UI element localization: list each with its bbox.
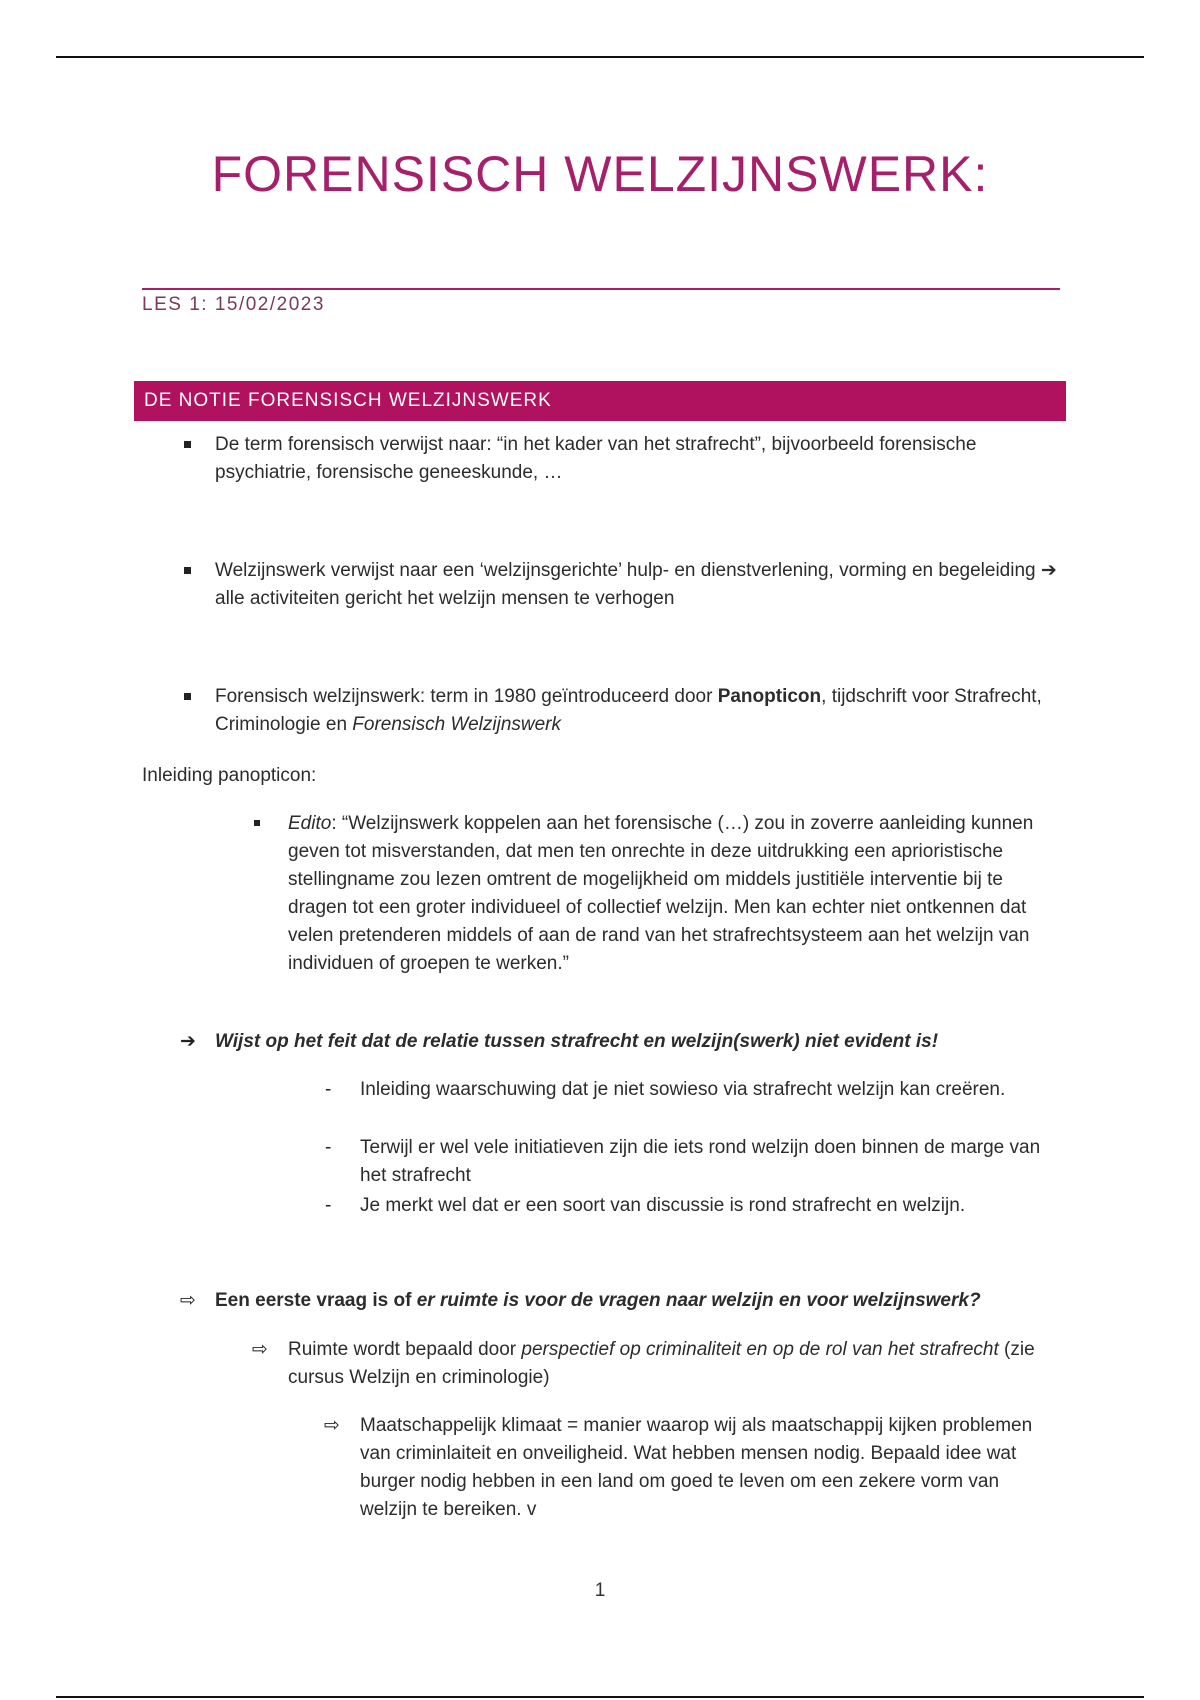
- bullet-text: De term forensisch verwijst naar: “in het kader van het strafrecht”, bijvoorbeeld forensische psychiatrie, forensische geneeskunde, …: [215, 434, 977, 483]
- bullet-text-mid: , tijdschrift voor Strafrecht, Criminologie en: [215, 686, 1042, 735]
- top-rule: [56, 56, 1144, 58]
- question-text: Een eerste vraag is of: [215, 1290, 417, 1311]
- lesson-date: LES 1: 15/02/2023: [142, 294, 325, 315]
- bullet-definition-forensisch-welzijnswerk: [215, 683, 1065, 739]
- dash-icon: -: [325, 1195, 332, 1216]
- square-bullet-icon: [184, 441, 191, 448]
- dash-item: Terwijl er wel vele initiatieven zijn die iets rond welzijn doen binnen de marge van het strafrecht: [360, 1137, 1041, 1186]
- square-bullet-icon: [184, 567, 191, 574]
- subpoint-ruimte: [288, 1336, 1068, 1392]
- section-heading: DE NOTIE FORENSISCH WELZIJNSWERK: [134, 381, 1066, 421]
- dash-item: Je merkt wel dat er een soort van discussie is rond strafrecht en welzijn.: [360, 1195, 966, 1216]
- bullet-definition-forensisch: [215, 431, 1065, 487]
- edito-text: : “Welzijnswerk koppelen aan het forensische (…) zou in zoverre aanleiding kunnen geven tot misverstanden, dat men ten onrechte in deze uitdrukking een aprioristische stellingname zou lezen omtrent de mogelijkheid om middels justitiële interventie bij te dragen tot een groter individueel of collectief welzijn. Men kan echter niet ontkennen dat velen pretenderen middels of aan de rand van het strafrechtsysteem aan het welzijn van individuen of groepen te werken.”: [288, 813, 1034, 974]
- bottom-rule: [56, 1696, 1144, 1698]
- subpoint-text: Ruimte wordt bepaald door: [288, 1339, 522, 1360]
- square-bullet-icon: [184, 693, 191, 700]
- bullet-definition-welzijnswerk: [215, 557, 1065, 613]
- page-number: 1: [594, 1580, 606, 1601]
- subpoint-maatschappelijk-klimaat: Maatschappelijk klimaat = manier waarop wij als maatschappij kijken problemen van criminlaiteit en onveiligheid. Wat hebben mensen nodig. Bepaald idee wat burger nodig hebben in een land om goed te leven om een zekere vorm van welzijn te bereiken. v: [360, 1415, 1033, 1520]
- bold-term: Panopticon: [717, 686, 822, 707]
- hollow-arrow-icon: ⇨: [252, 1339, 268, 1360]
- subpoint-italic: perspectief op criminaliteit en op de rol van het strafrecht: [521, 1339, 999, 1360]
- edito-label: Edito: [288, 813, 332, 834]
- dash-icon: -: [325, 1137, 332, 1158]
- edito-quote: [288, 810, 1058, 978]
- dash-icon: -: [325, 1079, 332, 1100]
- bullet-text-continued: alle activiteiten gericht het welzijn mensen te verhogen: [215, 588, 675, 609]
- bullet-text: Forensisch welzijnswerk: term in 1980 geïntroduceerd door: [215, 686, 718, 707]
- hollow-arrow-icon: ⇨: [180, 1290, 196, 1311]
- question-italic: er ruimte is voor de vragen naar welzijn en voor welzijnswerk?: [416, 1290, 981, 1311]
- square-bullet-icon: [254, 820, 260, 826]
- bullet-text: Welzijnswerk verwijst naar een ‘welzijnsgerichte’ hulp- en dienstverlening, vorming en begeleiding: [215, 560, 1041, 581]
- arrow-icon: ➔: [1040, 560, 1057, 581]
- intro-label: Inleiding panopticon:: [142, 765, 317, 786]
- dash-item: Inleiding waarschuwing dat je niet sowieso via strafrecht welzijn kan creëren.: [360, 1079, 1006, 1100]
- arrow-icon: ➔: [180, 1031, 196, 1052]
- page-title: FORENSISCH WELZIJNSWERK:: [211, 146, 989, 202]
- hollow-arrow-icon: ⇨: [324, 1415, 340, 1436]
- question-statement: [215, 1287, 1075, 1315]
- italic-term: Forensisch Welzijnswerk: [352, 714, 561, 735]
- date-rule: [142, 288, 1060, 290]
- subpoint-text-end: (zie cursus Welzijn en criminologie): [288, 1339, 1035, 1388]
- arrow-statement: Wijst op het feit dat de relatie tussen strafrecht en welzijn(swerk) niet evident is!: [215, 1031, 939, 1052]
